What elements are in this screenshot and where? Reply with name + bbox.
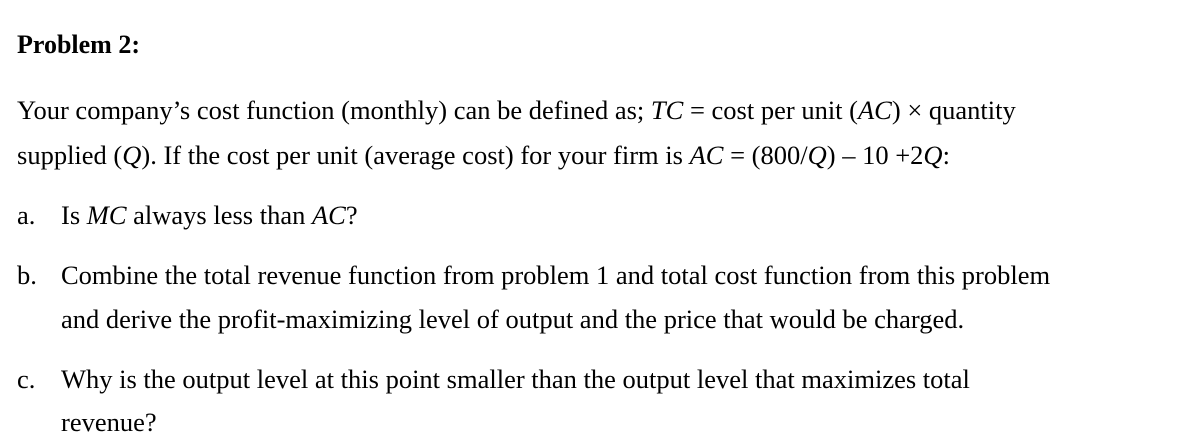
- question-text-part: ?: [345, 200, 358, 230]
- question-marker: b.: [17, 260, 37, 290]
- statement-text: = (800/: [723, 140, 808, 170]
- question-text: [61, 198, 358, 232]
- question-text-line-2: revenue?: [61, 407, 157, 437]
- question-text-line-1: Combine the total revenue function from problem 1 and total cost function from this problem: [61, 260, 1051, 290]
- statement-line-2: [17, 138, 950, 172]
- math-var-ac: AC: [311, 200, 346, 230]
- statement-line-1: [17, 93, 1016, 127]
- math-var-ac: AC: [689, 140, 724, 170]
- problem-title: Problem 2:: [17, 30, 140, 59]
- question-text-part: Is: [61, 200, 87, 230]
- statement-text: = cost per unit (: [683, 95, 858, 125]
- statement-text: Your company’s cost function (monthly) can be defined as;: [17, 95, 651, 125]
- question-marker: c.: [17, 364, 36, 394]
- question-text-part: always less than: [126, 200, 312, 230]
- question-text-line-2: and derive the profit-maximizing level of output and the price that would be charged.: [61, 304, 965, 334]
- math-var-mc: MC: [86, 200, 127, 230]
- math-var-q: Q: [807, 140, 827, 170]
- question-text-line-1: Why is the output level at this point smaller than the output level that maximizes total: [61, 364, 970, 394]
- statement-text: :: [942, 140, 950, 170]
- statement-text: ). If the cost per unit (average cost) for your firm is: [141, 140, 690, 170]
- question-marker: a.: [17, 200, 36, 230]
- statement-text: ) – 10 +2: [826, 140, 924, 170]
- math-var-q: Q: [122, 140, 142, 170]
- statement-text: supplied (: [17, 140, 123, 170]
- math-var-tc: TC: [650, 95, 684, 125]
- math-var-q: Q: [923, 140, 943, 170]
- math-var-ac: AC: [858, 95, 892, 125]
- statement-text: ) × quantity: [891, 95, 1016, 125]
